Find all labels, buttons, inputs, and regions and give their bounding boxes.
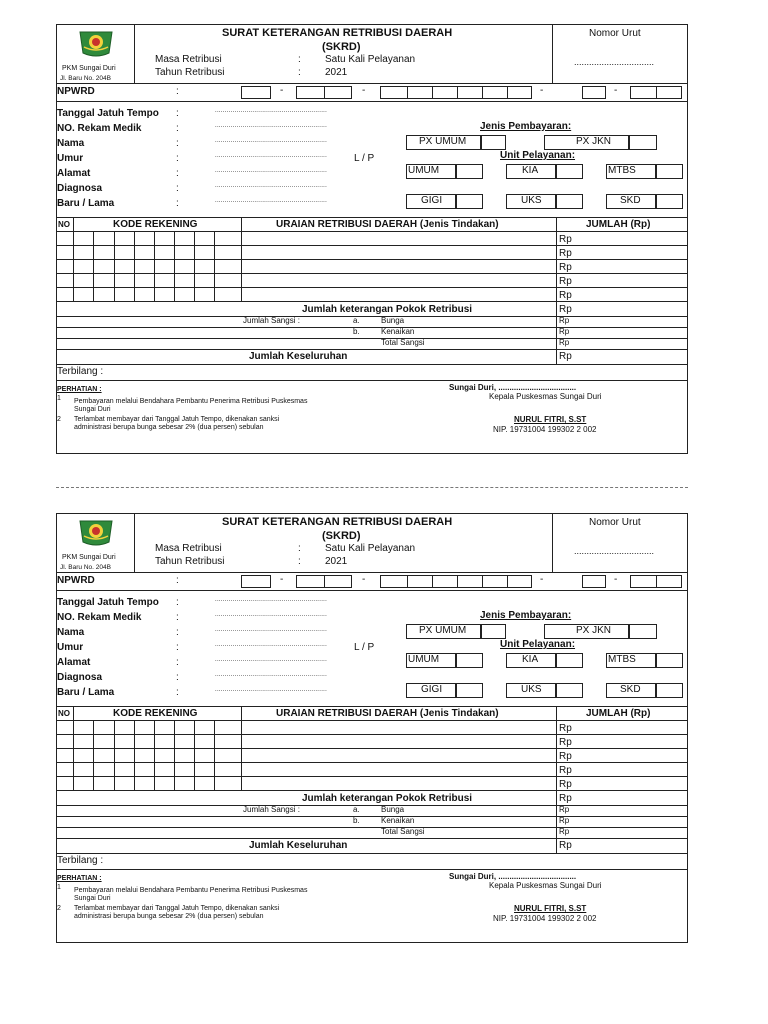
unit-umum-label: UMUM	[408, 165, 440, 176]
logo-caption-2: Jl. Baru No. 204B	[60, 564, 111, 571]
signer-nip: NIP. 19731004 199302 2 002	[493, 425, 597, 434]
sangsi-label: Jumlah Sangsi :	[243, 316, 300, 325]
divider	[556, 217, 557, 364]
divider	[134, 231, 135, 301]
sangsi-b: b.	[353, 327, 360, 336]
divider	[93, 720, 94, 790]
table-row-line	[56, 349, 688, 350]
unit-mtbs-checkbox[interactable]	[656, 164, 683, 179]
field-label: Diagnosa	[57, 672, 103, 683]
terbilang-label: Terbilang :	[57, 855, 104, 866]
unit-kia-checkbox[interactable]	[556, 164, 583, 179]
field-label: NO. Rekam Medik	[57, 612, 142, 623]
masa-value: Satu Kali Pelayanan	[325, 543, 416, 554]
field-label: Umur	[57, 642, 84, 653]
npwrd-box[interactable]	[241, 575, 271, 588]
col-header-no: NO	[58, 709, 70, 718]
divider	[432, 86, 433, 99]
place-date: Sungai Duri, ...................................	[449, 872, 577, 881]
npwrd-label: NPWRD	[57, 86, 95, 97]
unit-pelayanan-label: Unit Pelayanan:	[500, 639, 576, 650]
masa-label: Masa Retribusi	[155, 543, 222, 554]
npwrd-box[interactable]	[582, 86, 606, 99]
dash: -	[540, 574, 544, 585]
table-row-line	[56, 301, 688, 302]
logo-caption-2: Jl. Baru No. 204B	[60, 75, 111, 82]
field-dots: .........................................................	[215, 168, 328, 174]
rp-cell: Rp	[559, 338, 570, 347]
masa-label: Masa Retribusi	[155, 54, 222, 65]
table-row-line	[56, 805, 688, 806]
unit-umum-checkbox[interactable]	[456, 653, 483, 668]
signer-name: NURUL FITRI, S.ST	[514, 415, 587, 424]
col-header-no: NO	[58, 220, 70, 229]
table-row-line	[56, 748, 688, 749]
note-text: Pembayaran melalui Bendahara Pembantu Penerima Retribusi Puskesmas	[74, 887, 308, 894]
nomor-urut-value: ................................	[574, 546, 655, 556]
colon: :	[176, 108, 179, 119]
divider	[214, 720, 215, 790]
sangsi-b-text: Kenaikan	[381, 816, 415, 825]
masa-value: Satu Kali Pelayanan	[325, 54, 416, 65]
unit-gigi-label: GIGI	[421, 684, 443, 695]
rp-cell: Rp	[559, 276, 572, 287]
note-text: administrasi berupa bunga sebesar 2% (dua persen) sebulan	[74, 913, 264, 920]
dash: -	[614, 85, 618, 96]
field-dots: .........................................................	[215, 687, 328, 693]
total-sangsi: Total Sangsi	[381, 827, 425, 836]
note-text: administrasi berupa bunga sebesar 2% (dua persen) sebulan	[74, 424, 264, 431]
field-dots: .........................................................	[215, 198, 328, 204]
sangsi-a-text: Bunga	[381, 805, 405, 814]
table-row-line	[56, 734, 688, 735]
dash: -	[362, 85, 366, 96]
logo-caption-1: PKM Sungai Duri	[62, 554, 116, 561]
table-row-line	[56, 259, 688, 260]
unit-pelayanan-label: Unit Pelayanan:	[500, 150, 576, 161]
unit-umum-label: UMUM	[408, 654, 440, 665]
divider	[482, 86, 483, 99]
divider	[214, 231, 215, 301]
colon: :	[176, 198, 179, 209]
unit-kia-label: KIA	[522, 165, 539, 176]
field-dots: .........................................................	[215, 612, 328, 618]
pokok-label: Jumlah keterangan Pokok Retribusi	[302, 793, 473, 804]
px-jkn-label: PX JKN	[576, 136, 612, 147]
rp-cell: Rp	[559, 327, 570, 336]
sangsi-label: Jumlah Sangsi :	[243, 805, 300, 814]
colon: :	[176, 597, 179, 608]
total-sangsi: Total Sangsi	[381, 338, 425, 347]
sangsi-b-text: Kenaikan	[381, 327, 415, 336]
table-row-line	[56, 338, 688, 339]
colon: :	[176, 153, 179, 164]
divider	[56, 217, 688, 218]
colon: :	[176, 86, 179, 97]
note-number: 1	[57, 395, 61, 402]
px-jkn-checkbox[interactable]	[629, 624, 657, 639]
colon: :	[176, 672, 179, 683]
field-dots: .........................................................	[215, 672, 328, 678]
field-dots: .........................................................	[215, 108, 328, 114]
divider	[56, 590, 688, 591]
colon: :	[298, 556, 301, 567]
field-label: Umur	[57, 153, 84, 164]
field-label: Baru / Lama	[57, 687, 115, 698]
rp-cell: Rp	[559, 262, 572, 273]
divider	[194, 720, 195, 790]
divider	[407, 575, 408, 588]
divider	[56, 706, 688, 707]
terbilang-label: Terbilang :	[57, 366, 104, 377]
table-row-line	[56, 827, 688, 828]
px-umum-checkbox[interactable]	[481, 624, 506, 639]
col-header-jumlah: JUMLAH (Rp)	[586, 708, 651, 719]
divider	[407, 86, 408, 99]
rp-cell: Rp	[559, 840, 572, 851]
rp-cell: Rp	[559, 304, 572, 315]
rp-cell: Rp	[559, 248, 572, 259]
kepala-label: Kepala Puskesmas Sungai Duri	[489, 881, 602, 890]
unit-uks-label: UKS	[521, 195, 542, 206]
field-label: Diagnosa	[57, 183, 103, 194]
divider	[56, 869, 688, 870]
field-dots: .........................................................	[215, 597, 328, 603]
note-text: Terlambat membayar dari Tanggal Jatuh Tempo, dikenakan sanksi	[74, 905, 280, 912]
col-header-uraian: URAIAN RETRIBUSI DAERAH (Jenis Tindakan)	[276, 708, 499, 719]
npwrd-box[interactable]	[241, 86, 271, 99]
skrd-form-1	[56, 24, 688, 454]
dash: -	[540, 85, 544, 96]
table-row-line	[56, 245, 688, 246]
field-dots: .........................................................	[215, 627, 328, 633]
gender-label: L / P	[354, 642, 375, 653]
divider	[114, 720, 115, 790]
divider	[93, 231, 94, 301]
col-header-jumlah: JUMLAH (Rp)	[586, 219, 651, 230]
rp-cell: Rp	[559, 805, 570, 814]
colon: :	[176, 138, 179, 149]
unit-kia-label: KIA	[522, 654, 539, 665]
divider	[552, 513, 553, 572]
unit-skd-checkbox[interactable]	[656, 194, 683, 209]
signer-name: NURUL FITRI, S.ST	[514, 904, 587, 913]
divider	[134, 24, 135, 83]
colon: :	[298, 543, 301, 554]
colon: :	[176, 168, 179, 179]
nomor-urut-label: Nomor Urut	[589, 28, 641, 39]
dash: -	[280, 85, 284, 96]
dash: -	[362, 574, 366, 585]
field-dots: .........................................................	[215, 138, 328, 144]
unit-mtbs-label: MTBS	[608, 165, 636, 176]
rp-cell: Rp	[559, 290, 572, 301]
skrd-form-2	[56, 513, 688, 943]
pokok-label: Jumlah keterangan Pokok Retribusi	[302, 304, 473, 315]
note-number: 2	[57, 905, 61, 912]
unit-uks-label: UKS	[521, 684, 542, 695]
divider	[552, 24, 553, 83]
divider	[656, 86, 657, 99]
divider	[482, 575, 483, 588]
field-label: NO. Rekam Medik	[57, 123, 142, 134]
divider	[507, 575, 508, 588]
field-dots: .........................................................	[215, 657, 328, 663]
px-umum-label: PX UMUM	[419, 625, 467, 636]
jenis-pembayaran-label: Jenis Pembayaran:	[480, 610, 572, 621]
table-row-line	[56, 838, 688, 839]
field-label: Baru / Lama	[57, 198, 115, 209]
divider	[324, 575, 325, 588]
table-row-line	[56, 790, 688, 791]
dash: -	[280, 574, 284, 585]
table-row-line	[56, 364, 688, 365]
puskesmas-logo	[76, 518, 116, 548]
table-row-line	[56, 273, 688, 274]
field-label: Alamat	[57, 168, 91, 179]
form-title: SURAT KETERANGAN RETRIBUSI DAERAH	[222, 516, 453, 528]
rp-cell: Rp	[559, 827, 570, 836]
unit-uks-checkbox[interactable]	[556, 683, 583, 698]
field-label: Alamat	[57, 657, 91, 668]
tahun-value: 2021	[325, 67, 348, 78]
divider	[457, 575, 458, 588]
keseluruhan-label: Jumlah Keseluruhan	[249, 351, 348, 362]
px-umum-checkbox[interactable]	[481, 135, 506, 150]
divider	[56, 720, 688, 721]
table-row-line	[56, 762, 688, 763]
npwrd-label: NPWRD	[57, 575, 95, 586]
perhatian-label: PERHATIAN :	[57, 875, 102, 882]
colon: :	[176, 657, 179, 668]
note-number: 2	[57, 416, 61, 423]
npwrd-box[interactable]	[582, 575, 606, 588]
rp-cell: Rp	[559, 737, 572, 748]
field-dots: .........................................................	[215, 123, 328, 129]
rp-cell: Rp	[559, 723, 572, 734]
field-dots: .........................................................	[215, 642, 328, 648]
colon: :	[298, 67, 301, 78]
table-row-line	[56, 853, 688, 854]
form-subtitle: (SKRD)	[322, 530, 361, 542]
rp-cell: Rp	[559, 351, 572, 362]
rp-cell: Rp	[559, 779, 572, 790]
rp-cell: Rp	[559, 793, 572, 804]
colon: :	[176, 627, 179, 638]
divider	[56, 380, 688, 381]
unit-mtbs-checkbox[interactable]	[656, 653, 683, 668]
rp-cell: Rp	[559, 751, 572, 762]
npwrd-box[interactable]	[380, 575, 532, 588]
field-label: Tanggal Jatuh Tempo	[57, 108, 159, 119]
colon: :	[176, 612, 179, 623]
sangsi-a: a.	[353, 316, 360, 325]
unit-gigi-checkbox[interactable]	[456, 683, 483, 698]
field-dots: .........................................................	[215, 183, 328, 189]
jenis-pembayaran-label: Jenis Pembayaran:	[480, 121, 572, 132]
px-jkn-checkbox[interactable]	[629, 135, 657, 150]
unit-skd-label: SKD	[620, 684, 641, 695]
place-date: Sungai Duri, ...................................	[449, 383, 577, 392]
field-label: Tanggal Jatuh Tempo	[57, 597, 159, 608]
table-row-line	[56, 327, 688, 328]
divider	[194, 231, 195, 301]
perhatian-label: PERHATIAN :	[57, 386, 102, 393]
px-jkn-label: PX JKN	[576, 625, 612, 636]
divider	[174, 720, 175, 790]
sangsi-a: a.	[353, 805, 360, 814]
note-text: Sungai Duri	[74, 406, 111, 413]
signer-nip: NIP. 19731004 199302 2 002	[493, 914, 597, 923]
unit-mtbs-label: MTBS	[608, 654, 636, 665]
field-label: Nama	[57, 627, 85, 638]
note-text: Terlambat membayar dari Tanggal Jatuh Tempo, dikenakan sanksi	[74, 416, 280, 423]
divider	[507, 86, 508, 99]
table-row-line	[56, 816, 688, 817]
unit-skd-label: SKD	[620, 195, 641, 206]
colon: :	[176, 642, 179, 653]
tahun-label: Tahun Retribusi	[155, 67, 225, 78]
cut-line	[56, 487, 688, 488]
divider	[114, 231, 115, 301]
divider	[134, 513, 135, 572]
sangsi-b: b.	[353, 816, 360, 825]
rp-cell: Rp	[559, 316, 570, 325]
sangsi-a-text: Bunga	[381, 316, 405, 325]
colon: :	[176, 575, 179, 586]
unit-gigi-label: GIGI	[421, 195, 443, 206]
field-dots: .........................................................	[215, 153, 328, 159]
puskesmas-logo	[76, 29, 116, 59]
unit-skd-checkbox[interactable]	[656, 683, 683, 698]
divider	[56, 83, 688, 84]
divider	[656, 575, 657, 588]
colon: :	[298, 54, 301, 65]
rp-cell: Rp	[559, 234, 572, 245]
kepala-label: Kepala Puskesmas Sungai Duri	[489, 392, 602, 401]
divider	[56, 101, 688, 102]
divider	[457, 86, 458, 99]
keseluruhan-label: Jumlah Keseluruhan	[249, 840, 348, 851]
divider	[154, 231, 155, 301]
col-header-kode: KODE REKENING	[113, 219, 198, 230]
unit-umum-checkbox[interactable]	[456, 164, 483, 179]
form-title: SURAT KETERANGAN RETRIBUSI DAERAH	[222, 27, 453, 39]
colon: :	[176, 183, 179, 194]
table-row-line	[56, 776, 688, 777]
col-header-kode: KODE REKENING	[113, 708, 198, 719]
divider	[56, 231, 688, 232]
colon: :	[176, 123, 179, 134]
npwrd-box[interactable]	[380, 86, 532, 99]
unit-uks-checkbox[interactable]	[556, 194, 583, 209]
note-number: 1	[57, 884, 61, 891]
divider	[56, 572, 688, 573]
table-row-line	[56, 316, 688, 317]
divider	[134, 720, 135, 790]
divider	[324, 86, 325, 99]
divider	[154, 720, 155, 790]
col-header-uraian: URAIAN RETRIBUSI DAERAH (Jenis Tindakan)	[276, 219, 499, 230]
nomor-urut-value: ................................	[574, 57, 655, 67]
table-row-line	[56, 287, 688, 288]
divider	[432, 575, 433, 588]
rp-cell: Rp	[559, 765, 572, 776]
gender-label: L / P	[354, 153, 375, 164]
logo-caption-1: PKM Sungai Duri	[62, 65, 116, 72]
rp-cell: Rp	[559, 816, 570, 825]
note-text: Pembayaran melalui Bendahara Pembantu Penerima Retribusi Puskesmas	[74, 398, 308, 405]
form-subtitle: (SKRD)	[322, 41, 361, 53]
divider	[556, 706, 557, 853]
note-text: Sungai Duri	[74, 895, 111, 902]
tahun-label: Tahun Retribusi	[155, 556, 225, 567]
unit-kia-checkbox[interactable]	[556, 653, 583, 668]
tahun-value: 2021	[325, 556, 348, 567]
field-label: Nama	[57, 138, 85, 149]
divider	[174, 231, 175, 301]
unit-gigi-checkbox[interactable]	[456, 194, 483, 209]
nomor-urut-label: Nomor Urut	[589, 517, 641, 528]
dash: -	[614, 574, 618, 585]
colon: :	[176, 687, 179, 698]
px-umum-label: PX UMUM	[419, 136, 467, 147]
